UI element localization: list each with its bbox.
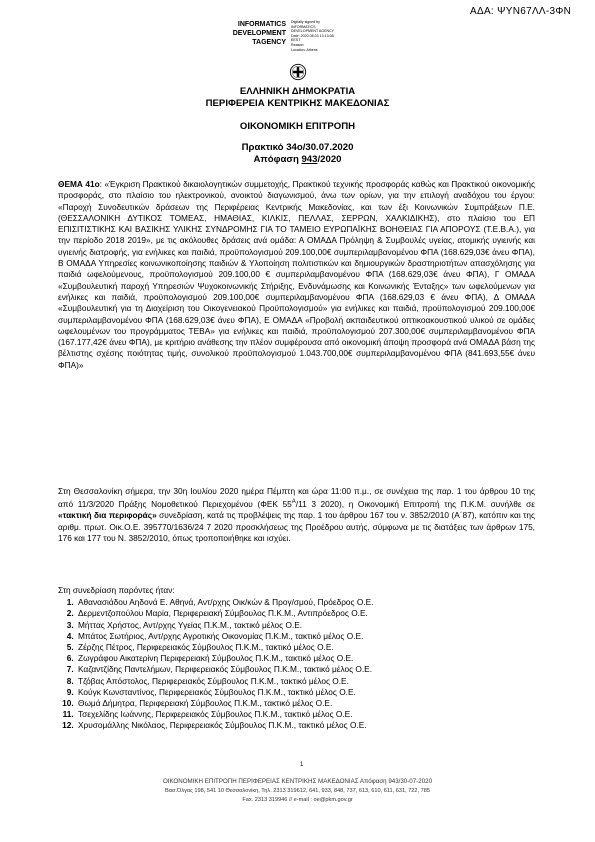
meeting-paragraph: Στη Θεσσαλονίκη σήμερα, την 30η Ιουλίου 2020 ημέρα Πέμπτη και ώρα 11:00 π.μ., σε συνέχεια της παρ. 1 του άρθρου 10 της από 11/3/2020 Πράξης Νομοθετικού Περιεχομένου (ΦΕΚ $55^A/11$ 3 2020), η Οικονομική Επιτροπή της Π.Κ.Μ. συνήλθε σε «τακτική δια περιφοράς» συνεδρίαση, κατά τις προβλέψεις της παρ. 1 του άρθρου 167 του ν. 3852/2010 (Α΄87), κατόπιν και της αριθμ. πρωτ. Οικ.Ο.Ε. 395770/1636/24 7 2020 προσκλήσεως της Προέδρου αυτής, σύμφωνα με τις διατάξεις των άρθρων 175, 176 και 177 του Ν. 3852/2010, όπως τροποποιήθηκε και ισχύει. [58, 486, 535, 543]
attendee-item: 7. Καζαντζίδης Παντελήμων, Περιφερειακός Σύμβουλος Π.Κ.Μ., τακτικό μέλος Ο.Ε. [76, 664, 535, 675]
attendees-section [58, 585, 535, 732]
attendee-item: 1. Αθανασιάδου Αηδονά Ε. Αθηνά, Αντ/ρχης Οικ/κών & Προγ/σμού, Πρόεδρος Ο.Ε. [76, 597, 535, 608]
attendee-item: 8. Τζόβας Απόστολος, Περιφερειακός Σύμβουλος Π.Κ.Μ., τακτικό μέλος Ο.Ε. [76, 676, 535, 687]
footer-line-2: Βασ.Όλγας 198, 541 10 Θεσσαλονίκη, Τηλ. 2313 319612, 641, 933, 848, 737, 613, 610, 611, 631, 722, 785 [165, 788, 430, 794]
committee-title: ΟΙΚΟΝΟΜΙΚΗ ΕΠΙΤΡΟΠΗ [239, 121, 356, 132]
region-title: ΠΕΡΙΦΕΡΕΙΑ ΚΕΝΤΡΙΚΗΣ ΜΑΚΕΔΟΝΙΑΣ [205, 98, 390, 109]
signature-details: Digitally signed by INFORMATICS DEVELOPMENT AGENCY Date: 2020.08.03 13:13:08 EEST Reason: Location: Athens [291, 20, 335, 52]
attendee-item: 5. Ζέρζης Πέτρος, Περιφερειακός Σύμβουλος Π.Κ.Μ., τακτικό μέλος Ο.Ε. [76, 642, 535, 653]
topic-paragraph [58, 179, 535, 371]
attendee-item: 6. Ζωγράφου Αικατερίνη Περιφερειακή Σύμβουλος Π.Κ.Μ., τακτικό μέλος Ο.Ε. [76, 653, 535, 664]
attendee-item: 12. Χρυσομάλλης Νικόλαος, Περιφερειακός Σύμβουλος Π.Κ.Μ., τακτικό μέλος Ο.Ε. [76, 720, 535, 731]
signature-agency-name: INFORMATICS DEVELOPMENT TAGENCY [232, 21, 286, 46]
footer-line-1: ΟΙΚΟΝΟΜΙΚΗ ΕΠΙΤΡΟΠΗ ΠΕΡΙΦΕΡΕΙΑΣ ΚΕΝΤΡΙΚΗΣ ΜΑΚΕΔΟΝΙΑΣ Απόφαση 943/30-07-2020 [162, 778, 433, 785]
attendees-list [58, 597, 535, 731]
page-number: 1 [300, 762, 304, 768]
org-title: ΕΛΛΗΝΙΚΗ ΔΗΜΟΚΡΑΤΙΑ [239, 86, 356, 97]
attendee-item: 10. Θωμά Δήμητρα, Περιφερειακή Σύμβουλος Π.Κ.Μ., τακτικό μέλος Ο.Ε. [76, 698, 535, 709]
decision-number: Απόφαση 943/2020 [253, 154, 342, 165]
minutes-number: Πρακτικό 34ο/30.07.2020 [241, 142, 354, 153]
attendee-item: 2. Δερμεντζοπούλου Μαρία, Περιφερειακή Σύμβουλος Π.Κ.Μ., Αντιπρόεδρος Ο.Ε. [76, 608, 535, 619]
attendee-item: 3. Μήττας Χρήστος, Αντ/ρχης Υγείας Π.Κ.Μ., τακτικό μέλος Ο.Ε. [76, 620, 535, 631]
topic-label: ΘΕΜΑ 41ο [58, 179, 100, 189]
digital-signature-logo [228, 20, 368, 56]
attendee-item: 4. Μπάτος Σωτήριος, Αντ/ρχης Αγροτικής Οικονομίας Π.Κ.Μ., τακτικό μέλος Ο.Ε. [76, 631, 535, 642]
footer-line-3: Fax. 2313 319946 // e-mail : oe@pkm.gov.gr [242, 797, 353, 803]
attendee-item: 11. Τσεχελίδης Ιωάννης, Περιφερειακός Σύμβουλος Π.Κ.Μ., τακτικό μέλος Ο.Ε. [76, 709, 535, 720]
ada-code: ΑΔΑ: ΨΥΝ67ΛΛ-3ΦΝ [470, 6, 572, 17]
greek-emblem-icon [289, 63, 307, 81]
attendee-item: 9. Κούγκ Κωνσταντίνος, Περιφερειακός Σύμβουλος Π.Κ.Μ., τακτικό μέλος Ο.Ε. [76, 687, 535, 698]
topic-text: : «Έγκριση Πρακτικού δικαιολογητικών συμμετοχής, Πρακτικού τεχνικής προσφοράς καθώς και Πρακτικού οικονομικής προσφοράς, στο πλαίσιο του ηλεκτρονικού, ανοικτού διαγωνισμού, άνω των ορίων, για την επιλογή αναδόχου του έργου: «Παροχή Συνοδευτικών δράσεων της Περιφέρειας Κεντρικής Μακεδονίας, και των έξι Κοινωνικών Συμπράξεων Π.Ε. (ΘΕΣΣΑΛΟΝΙΚΗ ΔΥΤΙΚΟΣ ΤΟΜΕΑΣ, ΗΜΑΘΙΑΣ, ΚΙΛΚΙΣ, ΠΕΛΛΑΣ, ΣΕΡΡΩΝ, ΧΑΛΚΙΔΙΚΗΣ), στο πλαίσιο του ΕΠ ΕΠΙΣΙΤΙΣΤΙΚΗΣ ΚΑΙ ΒΑΣΙΚΗΣ ΥΛΙΚΗΣ ΣΥΝΔΡΟΜΗΣ ΓΙΑ ΤΟ ΤΑΜΕΙΟ ΕΥΡΩΠΑΪΚΗΣ ΒΟΗΘΕΙΑΣ ΓΙΑ ΑΠΟΡΟΥΣ (Τ.Ε.Β.Α.), για την περίοδο 2018 2019», με τις ακόλουθες δράσεις ανά ομάδα: Α ΟΜΑΔΑ Πρόληψη & Συμβουλές υγείας, ατομικής υγιεινής και υγιεινής διατροφής, για ενήλικες και παιδιά, προϋπολογισμού 209.100,00€ συμπεριλαμβανομένου ΦΠΑ (168.629,03€ άνευ ΦΠΑ), Β ΟΜΑΔΑ Υπηρεσίες κοινωνικοποίησης παιδιών & Υλοποίηση πολιτιστικών και δημιουργικών δραστηριοτήτων απασχόλησης για παιδιά ωφελούμενους, προϋπολογισμού 209.100,00 € συμπεριλαμβανομένου ΦΠΑ (168.629,03€ άνευ ΦΠΑ), Γ ΟΜΑΔΑ «Συμβουλευτική παροχή Υπηρεσιών Ψυχοκοινωνικής Στήριξης, Ενδυνάμωσης και Κοινωνικής Ένταξης» των ωφελούμενων για ενήλικες και παιδιά, προϋπολογισμού 209.100,00€ συμπεριλαμβανομένου ΦΠΑ (168.629,03 € άνευ ΦΠΑ), Δ ΟΜΑΔΑ «Συμβουλευτική για τη Διαχείριση του Οικογενειακού Προϋπολογισμού» για ενήλικες και παιδιά, προϋπολογισμού 209.100,00€ συμπεριλαμβανομένου ΦΠΑ (168.629,03€ άνευ ΦΠΑ), Ε ΟΜΑΔΑ «Προβολή ακπαιδευτικού οπτικοακουστικού υλικού σε ομάδες ωφελουμένων του προγράμματος ΤΕΒΑ» για ενήλικες και παιδιά, προϋπολογισμού 207.300,00€ συμπεριλαμβανομένου ΦΠΑ (167.177,42€ άνευ ΦΠΑ), με κριτήριο ανάθεσης την πλέον συμφέρουσα από οικονομική άποψη προσφορά ανά ΟΜΑΔΑ βάση της βέλτιστης σχέσης ποιότητας τιμής, συνολικού προϋπολογισμού 1.043.700,00€ συμπεριλαμβανομένου ΦΠΑ (841.693,55€ άνευ ΦΠΑ)» [58, 179, 535, 370]
attendees-label: Στη συνεδρίαση παρόντες ήταν: [58, 585, 175, 595]
